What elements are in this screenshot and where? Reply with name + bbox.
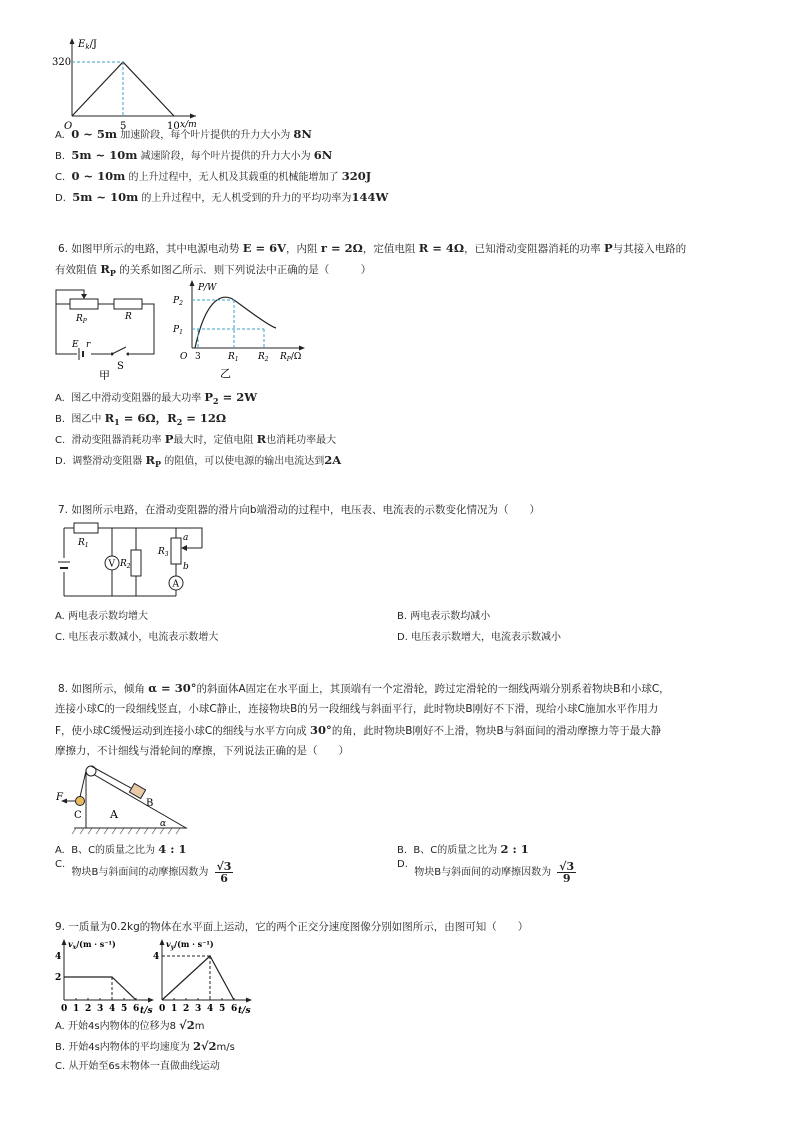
q9-tick-label: 5 [219, 1004, 226, 1014]
svg-text:P1: $P_1$ [173, 325, 183, 336]
q8-incline-figure [52, 760, 197, 840]
svg-text:α: α [160, 819, 167, 829]
svg-text:RP: $R_P$ [76, 314, 87, 325]
svg-text:a: a [183, 533, 189, 543]
svg-text:V: V [108, 559, 115, 570]
q8-option-c[interactable]: C. 物块B与斜面间的动摩擦因数为 $\frac{√3}{6}$ [55, 859, 232, 885]
svg-text:Ek/J: $E_k/J$ [78, 39, 97, 51]
svg-text:R3: $R_3$ [158, 547, 169, 558]
q5-option-c[interactable]: C. 0 ~ 10m 的上升过程中，无人机及其载重的机械能增加了 320J [55, 169, 372, 183]
q5-energy-graph [46, 34, 206, 134]
q6-stem-line1: 6. 如图甲所示的电路，其中电源电动势 E = 6V，内阻 r = 2Ω，定值电阻 R = 4Ω，已知滑动变阻器消耗的功率 P与其接入电路的 [58, 241, 687, 255]
svg-text:A: A [172, 579, 179, 590]
q6-option-c[interactable]: C. 滑动变阻器消耗功率 P最大时，定值电阻 R也消耗功率最大 [55, 432, 337, 446]
q9-option-c[interactable]: C. 从开始至6s末物体一直做曲线运动 [55, 1061, 220, 1072]
q5-origin: O [64, 121, 73, 132]
svg-text:B: B [146, 798, 154, 809]
svg-text:t/s: t/s [238, 1006, 251, 1016]
svg-text:vx/(m · s⁻¹): $v_x/(m \cdot s^{-1})$ [68, 939, 116, 951]
q5-ylabel: E [78, 39, 86, 50]
q6-power-graph [168, 278, 313, 383]
svg-text:O: O [180, 352, 188, 362]
q9-vx-graph [52, 935, 160, 1017]
svg-text:C: C [74, 810, 82, 821]
q5-option-a[interactable]: A. 0 ~ 5m 加速阶段，每个叶片提供的升力大小为 8N [55, 127, 312, 141]
q9-vy-graph [150, 935, 260, 1017]
q9-tick-label: 4 [207, 1004, 214, 1014]
q8-stem-line2: 连接小球C的一段细线竖直，小球C静止，连接物块B的另一段细线与斜面平行，此时物块B刚好不下滑，现给小球C施加水平作用力 [55, 703, 659, 715]
svg-text:vy/(m · s⁻¹): $v_y/(m \cdot s^{-1})$ [166, 939, 214, 951]
svg-text:S: S [117, 361, 124, 372]
svg-text:R: R [125, 312, 132, 322]
q6-stem-line2: 有效阻值 $R_P$ 的关系如图乙所示．则下列说法中正确的是（ ） [55, 262, 372, 279]
q8-option-a[interactable]: A. B、C的质量之比为 4 : 1 [55, 842, 187, 856]
q9-tick-label: 6 [231, 1004, 238, 1014]
q7-circuit [52, 518, 217, 603]
q5-option-d[interactable]: D. 5m ~ 10m 的上升过程中，无人机受到的升力的平均功率为144W [55, 190, 389, 204]
svg-text:t/s: t/s [140, 1006, 153, 1016]
q5-option-b[interactable]: B. 5m ~ 10m 减速阶段，每个叶片提供的升力大小为 6N [55, 148, 333, 162]
svg-text:r: r [86, 340, 91, 350]
q8-stem-line1: 8. 如图所示，倾角 α = 30°的斜面体A固定在水平面上，其顶端有一个定滑轮，跨过定滑轮的一细线两端分别系着物块B和小球C， [58, 681, 670, 695]
svg-text:3: 3 [195, 352, 201, 362]
q9-tick-label: 2 [183, 1004, 190, 1014]
q9-tick-label: 4 [109, 1004, 116, 1014]
q7-option-c[interactable]: C. 电压表示数减小，电流表示数增大 [55, 632, 219, 643]
svg-text:b: b [183, 562, 189, 572]
q9-stem: 9. 一质量为0.2kg的物体在水平面上运动，它的两个正交分速度图像分别如图所示，由图可知（ ） [55, 921, 529, 933]
q5-xlabel: x/m [180, 120, 197, 130]
q6-option-a[interactable]: A. 图乙中滑动变阻器的最大功率 $P_2 = 2W$ [55, 390, 258, 406]
q9-tick-label: 2 [85, 1004, 92, 1014]
q5-x10: 10 [167, 121, 180, 132]
q7-option-b[interactable]: B. 两电表示数均减小 [397, 611, 491, 622]
q6-caption-yi: 乙 [220, 367, 231, 380]
q9-tick-label: 3 [97, 1004, 104, 1014]
q9-option-b[interactable]: B. 开始4s内物体的平均速度为 2√2m/s [55, 1039, 235, 1053]
q9-tick-label: 0 [159, 1004, 166, 1014]
q6-circuit-jia [50, 284, 165, 380]
svg-text:R1: $R_1$ [228, 352, 239, 363]
q9-tick-label: 1 [171, 1004, 178, 1014]
svg-text:E: E [72, 340, 79, 350]
svg-text:4: 4 [153, 952, 160, 962]
svg-text:F: F [56, 792, 63, 803]
svg-text:R1: $R_1$ [78, 538, 89, 549]
svg-text:R2: $R_2$ [258, 352, 269, 363]
svg-text:P/W: P/W [198, 283, 217, 293]
q8-stem-line3: F，使小球C缓慢运动到连接小球C的细线与水平方向成 30°的角，此时物块B刚好不上滑，物块B与斜面间的滑动摩擦力等于最大静 [55, 723, 662, 737]
q8-stem-line4: 摩擦力，不计细线与滑轮间的摩擦，下列说法正确的是（ ） [55, 745, 349, 757]
q7-option-d[interactable]: D. 电压表示数增大，电流表示数减小 [397, 632, 562, 643]
q5-y320: 320 [52, 57, 72, 68]
q7-stem: 7. 如图所示电路，在滑动变阻器的滑片向b端滑动的过程中，电压表、电流表的示数变化情况为（ ） [58, 504, 541, 516]
svg-text:R2: $R_2$ [120, 559, 131, 570]
svg-text:2: 2 [55, 973, 62, 983]
q6-option-b[interactable]: B. 图乙中 $R_1 = 6\Omega$，$R_2 = 12\Omega$ [55, 411, 227, 427]
q7-option-a[interactable]: A. 两电表示数均增大 [55, 611, 149, 622]
svg-text:RP/Ω: $R_P/\Omega$ [280, 352, 302, 363]
q9-tick-label: 3 [195, 1004, 202, 1014]
q8-option-d[interactable]: D. 物块B与斜面间的动摩擦因数为 $\frac{√3}{9}$ [397, 859, 575, 885]
q9-option-a[interactable]: A. 开始4s内物体的位移为8 √2m [55, 1018, 205, 1032]
svg-text:A: A [110, 808, 118, 821]
q9-tick-label: 5 [121, 1004, 128, 1014]
q6-caption-jia: 甲 [99, 369, 110, 380]
q6-option-d[interactable]: D. 调整滑动变阻器 $R_P$ 的阻值，可以使电源的输出电流达到2A [55, 453, 342, 469]
q9-tick-label: 6 [133, 1004, 140, 1014]
q9-tick-label: 1 [73, 1004, 80, 1014]
q8-option-b[interactable]: B. B、C的质量之比为 2 : 1 [397, 842, 529, 856]
q5-x5: 5 [120, 121, 127, 132]
q9-tick-label: 0 [61, 1004, 68, 1014]
svg-text:4: 4 [55, 952, 62, 962]
svg-text:P2: $P_2$ [173, 296, 183, 307]
